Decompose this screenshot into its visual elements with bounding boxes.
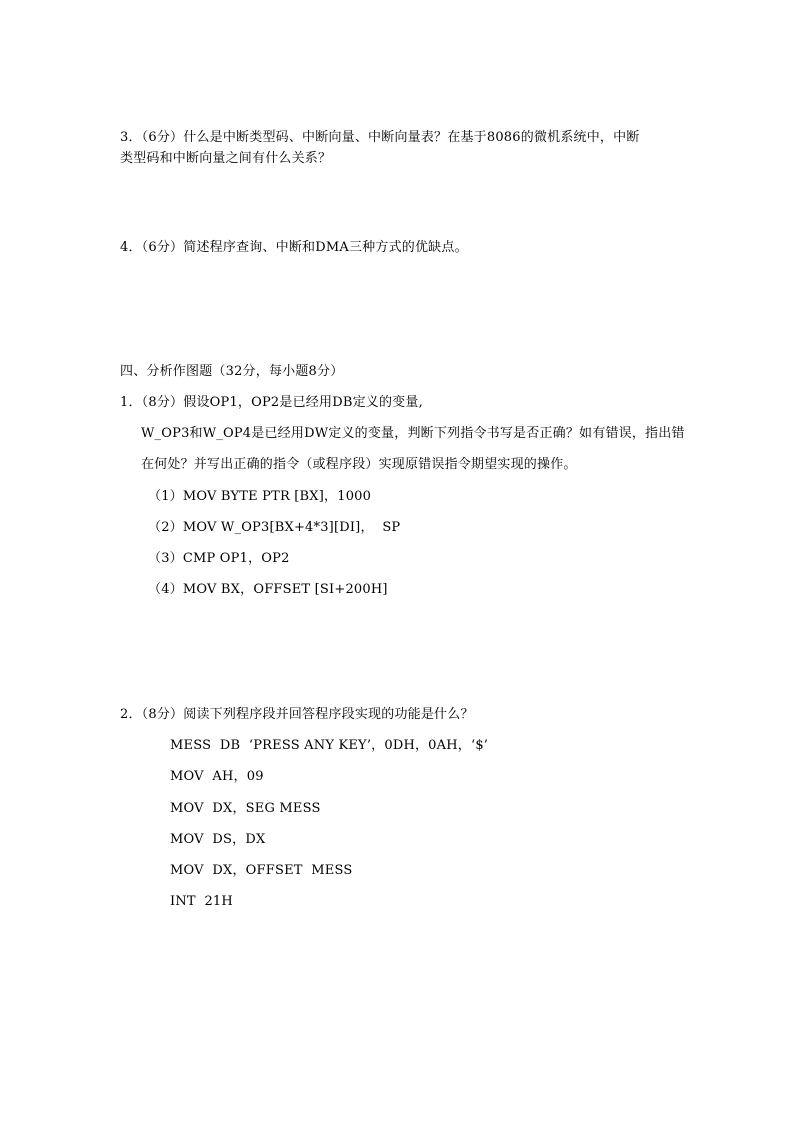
code-line-2: MOV AH，09	[170, 769, 264, 784]
question-3-line-1: 3．（6分）什么是中断类型码、中断向量、中断向量表？在基于8086的微机系统中，中断	[120, 130, 640, 145]
code-line-5: MOV DX，OFFSET MESS	[170, 863, 353, 878]
code-line-6: INT 21H	[170, 894, 233, 909]
question-4-line-1: 4．（6分）简述程序查询、中断和DMA三种方式的优缺点。	[120, 240, 468, 255]
code-line-4: MOV DS，DX	[170, 832, 266, 847]
problem-1-item-1: （1）MOV BYTE PTR [BX]，1000	[148, 489, 372, 504]
question-3-line-2: 类型码和中断向量之间有什么关系？	[120, 151, 332, 166]
problem-1-item-4: （4）MOV BX，OFFSET [SI+200H]	[148, 582, 388, 597]
problem-1-line-3: 在何处？并写出正确的指令（或程序段）实现原错误指令期望实现的操作。	[141, 457, 577, 472]
code-line-1: MESS DB ‘PRESS ANY KEY’，0DH，0AH，‘$’	[170, 738, 489, 753]
code-line-3: MOV DX，SEG MESS	[170, 801, 321, 816]
problem-1-item-3: （3）CMP OP1，OP2	[148, 551, 290, 566]
problem-1-item-2: （2）MOV W_OP3[BX+4*3][DI]， SP	[148, 520, 401, 535]
problem-1-line-1: 1．（8分）假设OP1，OP2是已经用DB定义的变量,	[120, 395, 423, 410]
section-4-title: 四、分析作图题（32分，每小题8分）	[120, 364, 344, 379]
problem-1-line-2: W_OP3和W_OP4是已经用DW定义的变量，判断下列指令书写是否正确？如有错误，指出错	[141, 426, 685, 441]
problem-2-title: 2．（8分）阅读下列程序段并回答程序段实现的功能是什么？	[120, 707, 474, 722]
